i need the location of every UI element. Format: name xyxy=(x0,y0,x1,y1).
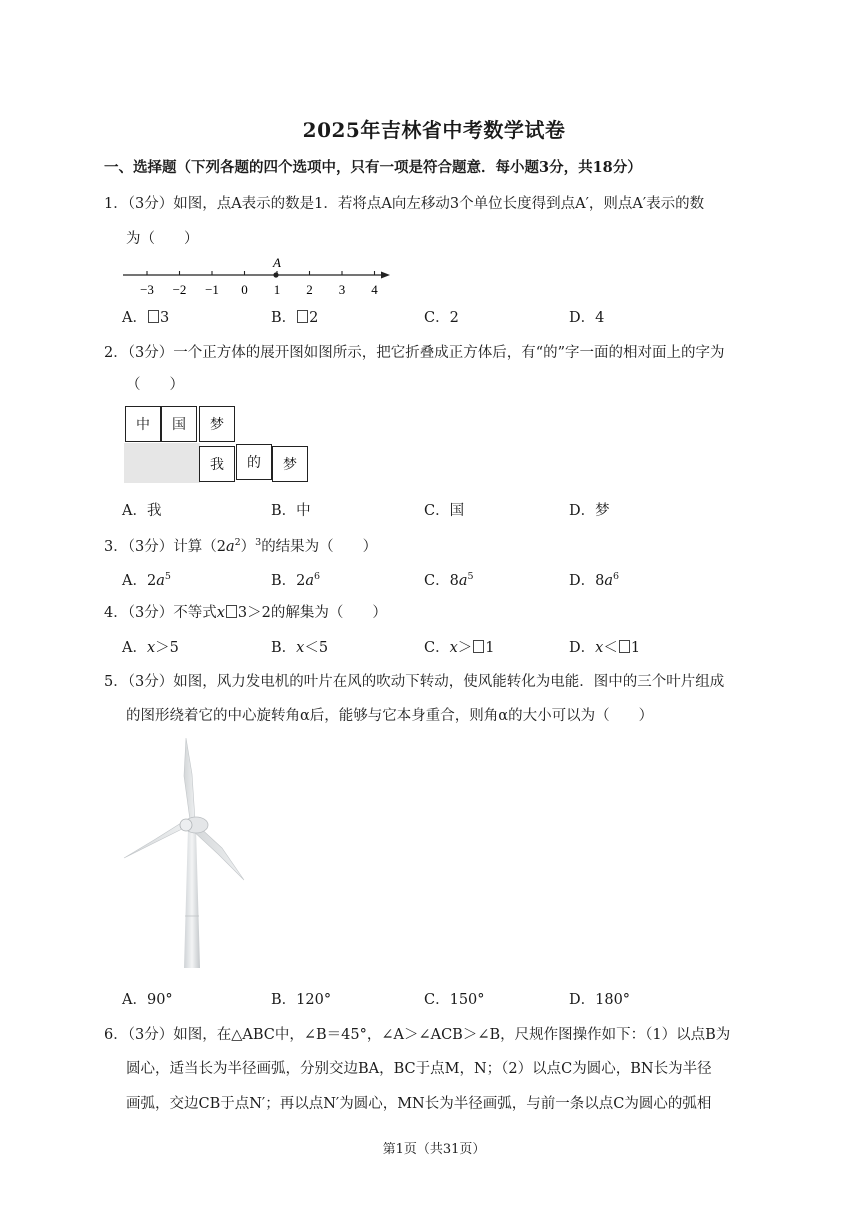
q1-option-b-label: B． xyxy=(271,310,297,326)
q5-option-b[interactable]: B．120° xyxy=(271,992,332,1008)
q4-option-a-label: A． xyxy=(122,640,147,656)
q4-stem-rest: 3＞2的解集为（ ） xyxy=(237,605,387,621)
q3-option-c-var: a xyxy=(458,573,468,589)
q3-option-d-coef: D．8 xyxy=(569,573,605,589)
q5-option-d[interactable]: D．180° xyxy=(569,992,631,1008)
q4-option-b-var: x xyxy=(296,640,305,656)
q4-option-c-var: x xyxy=(449,640,458,656)
q3-var-a: a xyxy=(225,539,235,555)
number-line-tick-label: 4 xyxy=(371,282,378,297)
q3-option-d[interactable] xyxy=(569,569,619,590)
number-line-arrow xyxy=(381,272,390,279)
q4-option-d-value: 1 xyxy=(630,640,641,656)
q1-option-d[interactable]: D．4 xyxy=(569,310,605,326)
wind-turbine-figure xyxy=(118,736,258,972)
q4-stem-prefix: 4．（3分）不等式 xyxy=(104,605,217,621)
q6-stem-line1: 6．（3分）如图，在△ABC中，∠B＝45°，∠A＞∠ACB＞∠B，尺规作图操作如下：（1）以点B为 xyxy=(104,1027,731,1043)
turbine-blade-left xyxy=(124,820,188,858)
net-cell-guo: 国 xyxy=(161,406,197,442)
net-cell-meng-top: 梦 xyxy=(199,406,235,442)
net-cell-meng-bottom: 梦 xyxy=(272,446,308,482)
turbine-tower xyxy=(184,828,200,968)
number-line-tick-label: 3 xyxy=(338,282,346,297)
q3-option-b-var: a xyxy=(305,573,315,589)
q4-option-c-label: C． xyxy=(424,640,450,656)
q3-stem-mid: ） xyxy=(240,539,256,555)
q4-option-c-rest: ＞ xyxy=(457,640,473,656)
q3-option-c[interactable] xyxy=(424,569,474,590)
q1-option-a-label: A． xyxy=(122,310,147,326)
q3-option-d-exp: 6 xyxy=(613,571,620,583)
q2-option-b[interactable]: B．中 xyxy=(271,503,311,519)
number-line-tick-label: −3 xyxy=(140,282,154,297)
cube-net-figure xyxy=(124,405,308,483)
point-a-dot xyxy=(273,272,278,277)
q4-option-b-rest: ＜5 xyxy=(304,640,329,656)
q4-option-d[interactable] xyxy=(569,636,640,657)
q3-stem-prefix: 3．（3分）计算（2 xyxy=(104,539,226,555)
number-line-tick-label: 1 xyxy=(273,282,281,297)
q2-option-a[interactable]: A．我 xyxy=(122,503,162,519)
q3-stem-suffix: 的结果为（ ） xyxy=(261,539,378,555)
q2-stem-line2: （ ） xyxy=(126,377,184,393)
missing-glyph-box xyxy=(226,605,237,618)
turbine-hub xyxy=(180,819,192,831)
missing-glyph-box xyxy=(473,640,484,653)
q4-stem xyxy=(104,601,387,622)
exam-title: 2025年吉林省中考数学试卷 xyxy=(302,118,566,142)
q3-option-b-coef: B．2 xyxy=(271,573,306,589)
q2-option-d[interactable]: D．梦 xyxy=(569,503,610,519)
q3-option-c-exp: 5 xyxy=(467,571,474,583)
q1-option-c[interactable]: C．2 xyxy=(424,310,459,326)
q4-option-a-var: x xyxy=(146,640,156,656)
q4-option-b[interactable] xyxy=(271,636,328,657)
q3-exp-inner: 2 xyxy=(234,537,241,549)
q1-option-b[interactable] xyxy=(271,306,318,327)
q4-option-c[interactable] xyxy=(424,636,495,657)
q1-option-a[interactable] xyxy=(122,306,169,327)
q4-option-c-value: 1 xyxy=(485,640,495,656)
q3-option-a[interactable] xyxy=(122,569,171,590)
q3-option-a-exp: 5 xyxy=(164,571,171,583)
q4-var-x: x xyxy=(216,605,225,621)
q2-option-c[interactable]: C．国 xyxy=(424,503,465,519)
number-line-tick-label: 0 xyxy=(241,282,248,297)
q5-option-c[interactable]: C．150° xyxy=(424,992,485,1008)
turbine-blade-top xyxy=(184,738,195,820)
missing-glyph-box xyxy=(619,640,630,653)
q5-stem-line2: 的图形绕着它的中心旋转角α后，能够与它本身重合，则角α的大小可以为（ ） xyxy=(126,708,654,724)
q3-stem xyxy=(104,535,377,556)
q4-option-a-rest: ＞5 xyxy=(155,640,179,656)
net-cell-de: 的 xyxy=(236,444,272,480)
missing-glyph-box xyxy=(297,310,308,323)
q4-option-a[interactable] xyxy=(122,636,179,657)
q3-option-d-var: a xyxy=(604,573,614,589)
q5-option-a[interactable]: A．90° xyxy=(122,992,173,1008)
number-line-tick-label: 2 xyxy=(306,282,313,297)
q6-stem-line2: 圆心，适当长为半径画弧，分别交边BA，BC于点M，N；（2）以点C为圆心，BN长为半径 xyxy=(126,1061,712,1077)
net-background xyxy=(124,443,200,483)
q3-option-b[interactable] xyxy=(271,569,320,590)
number-line-tick-label: −1 xyxy=(205,282,219,297)
q6-stem-line3: 画弧，交边CB于点N′；再以点N′为圆心，MN长为半径画弧，与前一条以点C为圆心的弧相 xyxy=(126,1096,712,1112)
q3-option-a-coef: A．2 xyxy=(122,573,157,589)
q1-option-b-value: 2 xyxy=(309,310,319,326)
section-heading: 一、选择题（下列各题的四个选项中，只有一项是符合题意．每小题3分，共18分） xyxy=(104,159,642,176)
q4-option-d-label: D． xyxy=(569,640,596,656)
q3-exp-outer: 3 xyxy=(255,537,262,549)
q3-option-a-var: a xyxy=(156,573,165,589)
q4-option-b-label: B． xyxy=(271,640,297,656)
number-line-tick-label: −2 xyxy=(172,282,187,297)
q1-stem-line1: 1．（3分）如图，点A表示的数是1．若将点A向左移动3个单位长度得到点A′，则点A′表示的数 xyxy=(104,196,705,212)
q1-option-a-value: 3 xyxy=(159,310,170,326)
q3-option-b-exp: 6 xyxy=(314,571,321,583)
q5-stem-line1: 5．（3分）如图，风力发电机的叶片在风的吹动下转动，使风能转化为电能．图中的三个叶片组成 xyxy=(104,674,725,690)
q1-stem-line2: 为（ ） xyxy=(126,231,199,247)
q3-option-c-coef: C．8 xyxy=(424,573,459,589)
point-a-label: A xyxy=(273,255,281,270)
missing-glyph-box xyxy=(148,310,159,323)
page-footer: 第1页（共31页） xyxy=(382,1142,486,1157)
q4-option-d-rest: ＜ xyxy=(603,640,618,656)
net-cell-zhong: 中 xyxy=(125,406,161,442)
q2-stem-line1: 2．（3分）一个正方体的展开图如图所示，把它折叠成正方体后，有“的”字一面的相对面上的字为 xyxy=(104,345,725,361)
q4-option-d-var: x xyxy=(595,640,604,656)
net-cell-wo: 我 xyxy=(199,446,235,482)
number-line xyxy=(118,252,398,300)
